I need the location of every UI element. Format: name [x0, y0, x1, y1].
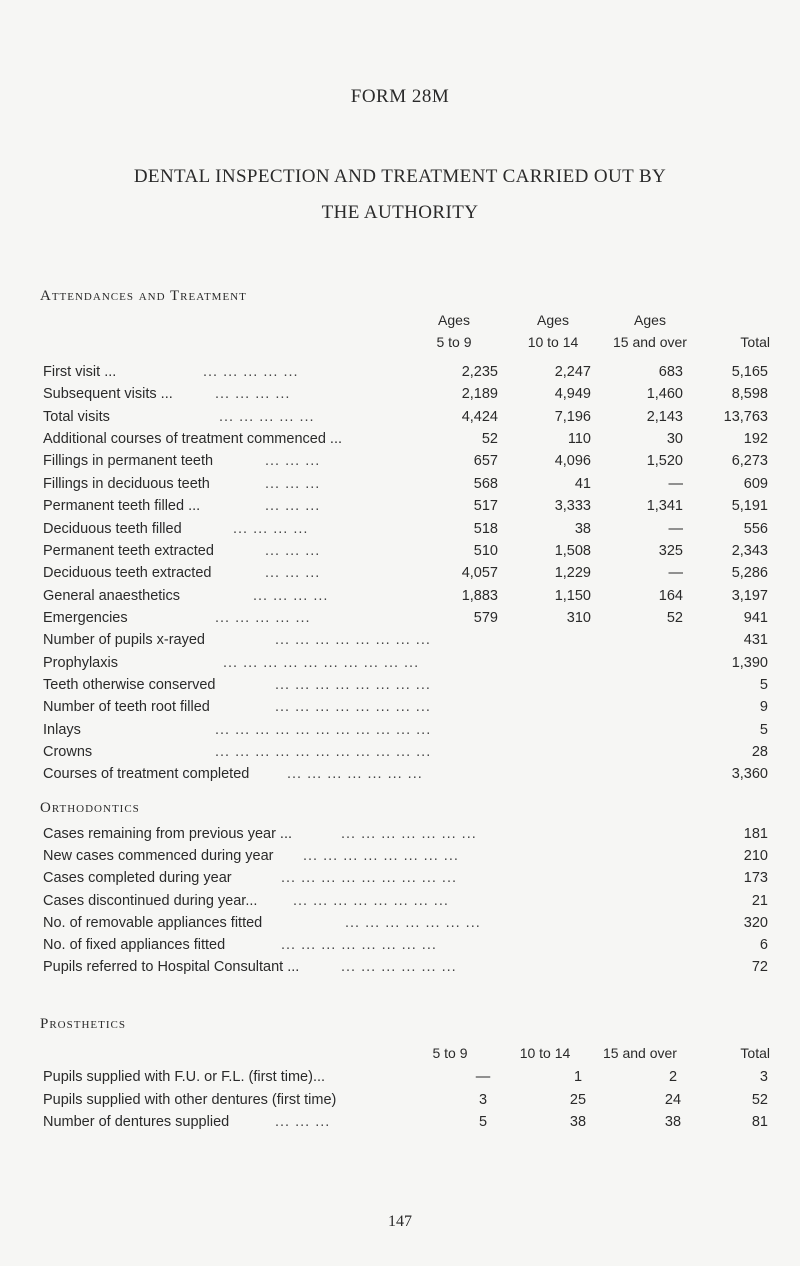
row-label: Inlays — [43, 721, 81, 738]
row-label: No. of removable appliances fitted — [43, 914, 263, 931]
value-total: 5 — [759, 676, 768, 693]
page-number: 147 — [388, 1213, 412, 1230]
leader-dots: ... ... ... ... ... — [219, 408, 315, 425]
value-10-to-14: 4,096 — [554, 453, 591, 470]
table-row — [43, 431, 773, 451]
value-5-to-9: 2,189 — [461, 386, 498, 403]
row-label: Number of dentures supplied — [43, 1114, 230, 1130]
table-row — [43, 870, 773, 890]
table-row — [43, 722, 773, 742]
value-total: 556 — [743, 520, 768, 537]
table-row — [43, 476, 773, 496]
col-bottom-1: 5 to 9 — [436, 334, 472, 350]
value-5-to-9: 510 — [473, 542, 498, 559]
leader-dots: ... ... ... — [265, 565, 321, 582]
value-15-and-over: 38 — [664, 1114, 682, 1130]
leader-dots: ... ... ... ... ... ... ... ... — [275, 632, 431, 649]
value-total: 72 — [751, 959, 768, 976]
pros-col-1: 5 to 9 — [432, 1045, 468, 1061]
table-row — [43, 588, 773, 608]
row-label: Deciduous teeth filled — [43, 520, 182, 537]
value-15-and-over: 24 — [664, 1091, 682, 1108]
row-label: Fillings in permanent teeth — [43, 453, 214, 470]
value-total: 5,165 — [731, 364, 768, 380]
value-total: 5,191 — [731, 498, 768, 515]
row-label: Prophylaxis — [43, 654, 118, 671]
leader-dots: ... ... ... ... ... ... ... ... — [293, 892, 449, 909]
row-label: Crowns — [43, 744, 93, 760]
table-row — [43, 699, 773, 719]
pros-col-3: 15 and over — [603, 1045, 677, 1061]
row-label: Deciduous teeth extracted — [43, 565, 212, 582]
col-top-3: Ages — [634, 312, 666, 328]
value-total: 320 — [743, 914, 768, 931]
value-15-and-over: 1,460 — [646, 386, 683, 403]
row-label: Number of pupils x-rayed — [43, 632, 205, 649]
value-5-to-9: 568 — [473, 475, 498, 492]
pros-col-total: Total — [740, 1045, 770, 1061]
leader-dots: ... ... ... ... ... ... ... — [345, 914, 481, 931]
table-row — [43, 744, 773, 764]
value-5-to-9: 52 — [481, 431, 498, 448]
table-row — [43, 1092, 773, 1112]
col-top-2: Ages — [537, 312, 569, 328]
table-row — [43, 364, 773, 384]
table-row — [43, 959, 773, 979]
orthodontics-heading: Orthodontics — [40, 800, 140, 816]
value-total: 21 — [751, 892, 768, 909]
value-total: 81 — [751, 1114, 768, 1130]
leader-dots: ... ... ... ... ... ... ... ... ... — [281, 870, 457, 887]
value-15-and-over: 52 — [666, 609, 683, 626]
pros-col-2: 10 to 14 — [519, 1045, 571, 1061]
value-15-and-over: 1,520 — [646, 453, 683, 470]
value-5-to-9: 3 — [478, 1091, 488, 1108]
value-total: 9 — [759, 699, 768, 716]
table-row — [43, 565, 773, 585]
value-5-to-9: 1,883 — [461, 587, 498, 604]
value-10-to-14: 38 — [574, 520, 591, 537]
row-label: No. of fixed appliances fitted — [43, 937, 226, 953]
leader-dots: ... ... ... ... ... ... ... ... ... ... ... — [215, 744, 432, 760]
table-row — [43, 826, 773, 846]
leader-dots: ... ... ... — [265, 453, 321, 470]
row-label: Emergencies — [43, 609, 128, 626]
leader-dots: ... ... ... — [265, 475, 321, 492]
row-label: Additional courses of treatment commenced ... — [43, 431, 343, 448]
value-total: 192 — [743, 431, 768, 448]
row-label: Permanent teeth extracted — [43, 542, 214, 559]
table-row — [43, 677, 773, 697]
leader-dots: ... ... ... ... — [215, 386, 291, 403]
row-label: Teeth otherwise conserved — [43, 676, 216, 693]
value-total: 8,598 — [731, 386, 768, 403]
value-5-to-9: 5 — [478, 1114, 488, 1130]
table-row — [43, 937, 773, 957]
table-row — [43, 543, 773, 563]
leader-dots: ... ... ... ... ... ... ... ... ... ... ... — [215, 721, 432, 738]
value-total: 941 — [743, 609, 768, 626]
value-total: 52 — [751, 1091, 768, 1108]
leader-dots: ... ... ... ... ... ... — [341, 959, 457, 976]
table-row — [43, 848, 773, 868]
leader-dots: ... ... ... ... — [253, 587, 329, 604]
leader-dots: ... ... ... ... ... — [215, 609, 311, 626]
table-row — [43, 521, 773, 541]
value-10-to-14: 4,949 — [554, 386, 591, 403]
value-total: 3 — [759, 1069, 768, 1085]
value-10-to-14: 41 — [574, 475, 591, 492]
value-total: 1,390 — [731, 654, 768, 671]
table-row — [43, 766, 773, 786]
row-label: Number of teeth root filled — [43, 699, 210, 716]
value-total: 28 — [751, 744, 768, 760]
row-label: Cases remaining from previous year ... — [43, 826, 293, 842]
col-top-1: Ages — [438, 312, 470, 328]
form-label: FORM 28M — [350, 86, 450, 107]
value-10-to-14: 1,508 — [554, 542, 591, 559]
row-label: Courses of treatment completed — [43, 766, 250, 783]
value-15-and-over: 325 — [658, 542, 683, 559]
value-10-to-14: 1,229 — [554, 565, 591, 582]
leader-dots: ... ... ... — [275, 1114, 331, 1130]
row-label: Cases discontinued during year... — [43, 892, 258, 909]
row-label: Fillings in deciduous teeth — [43, 475, 210, 492]
col-bottom-2: 10 to 14 — [527, 334, 579, 350]
table-row — [43, 453, 773, 473]
row-label: Total visits — [43, 408, 110, 425]
table-row — [43, 915, 773, 935]
table-row — [43, 1114, 773, 1134]
prosthetics-heading: Prosthetics — [40, 1016, 126, 1032]
value-total: 5 — [759, 721, 768, 738]
value-15-and-over: — — [668, 520, 683, 537]
value-15-and-over: 2 — [668, 1069, 678, 1085]
col-bottom-3: 15 and over — [613, 334, 687, 350]
table-row — [43, 893, 773, 913]
value-15-and-over: — — [668, 475, 683, 492]
table-row — [43, 632, 773, 652]
value-10-to-14: 1 — [573, 1069, 583, 1085]
row-label: Pupils referred to Hospital Consultant ... — [43, 959, 300, 976]
table-row — [43, 655, 773, 675]
value-5-to-9: 518 — [473, 520, 498, 537]
value-total: 431 — [743, 632, 768, 649]
row-label: Pupils supplied with F.U. or F.L. (first time)... — [43, 1069, 326, 1085]
leader-dots: ... ... ... ... ... ... ... — [287, 766, 423, 783]
leader-dots: ... ... ... ... ... ... ... ... — [303, 848, 459, 865]
page-title-line-2: THE AUTHORITY — [321, 202, 479, 223]
leader-dots: ... ... ... ... ... ... ... ... — [281, 937, 437, 953]
attendances-heading: Attendances and Treatment — [40, 288, 247, 304]
value-10-to-14: 25 — [569, 1091, 587, 1108]
table-row — [43, 386, 773, 406]
row-label: Subsequent visits ... — [43, 386, 173, 403]
value-5-to-9: 2,235 — [461, 364, 498, 380]
value-total: 3,197 — [731, 587, 768, 604]
leader-dots: ... ... ... — [265, 542, 321, 559]
value-10-to-14: 1,150 — [554, 587, 591, 604]
value-total: 13,763 — [723, 408, 768, 425]
value-5-to-9: — — [475, 1069, 491, 1085]
value-total: 173 — [743, 870, 768, 887]
value-total: 6 — [759, 937, 768, 953]
leader-dots: ... ... ... — [265, 498, 321, 515]
value-15-and-over: 164 — [658, 587, 683, 604]
table-row — [43, 1069, 773, 1089]
row-label: General anaesthetics — [43, 587, 181, 604]
value-15-and-over: — — [668, 565, 683, 582]
value-10-to-14: 3,333 — [554, 498, 591, 515]
leader-dots: ... ... ... ... — [233, 520, 309, 537]
row-label: First visit ... — [43, 364, 117, 380]
leader-dots: ... ... ... ... ... ... ... ... ... ... — [223, 654, 420, 671]
value-total: 181 — [743, 826, 768, 842]
table-row — [43, 498, 773, 518]
value-15-and-over: 30 — [666, 431, 683, 448]
value-total: 6,273 — [731, 453, 768, 470]
col-bottom-total: Total — [740, 334, 770, 350]
value-15-and-over: 683 — [658, 364, 683, 380]
row-label: Permanent teeth filled ... — [43, 498, 201, 515]
value-10-to-14: 110 — [567, 431, 591, 448]
value-total: 609 — [743, 475, 768, 492]
value-5-to-9: 4,424 — [461, 408, 498, 425]
value-10-to-14: 7,196 — [554, 408, 591, 425]
row-label: Cases completed during year — [43, 870, 232, 887]
leader-dots: ... ... ... ... ... — [203, 364, 299, 380]
value-5-to-9: 4,057 — [461, 565, 498, 582]
value-5-to-9: 517 — [473, 498, 498, 515]
leader-dots: ... ... ... ... ... ... ... — [341, 826, 477, 842]
value-10-to-14: 310 — [566, 609, 591, 626]
leader-dots: ... ... ... ... ... ... ... ... — [275, 699, 431, 716]
value-5-to-9: 657 — [473, 453, 498, 470]
value-total: 2,343 — [731, 542, 768, 559]
value-10-to-14: 38 — [569, 1114, 587, 1130]
value-5-to-9: 579 — [473, 609, 498, 626]
leader-dots: ... ... ... ... ... ... ... ... — [275, 676, 431, 693]
value-15-and-over: 2,143 — [646, 408, 683, 425]
table-row — [43, 409, 773, 429]
value-total: 5,286 — [731, 565, 768, 582]
value-total: 3,360 — [731, 766, 768, 783]
table-row — [43, 610, 773, 630]
page-title-line-1: DENTAL INSPECTION AND TREATMENT CARRIED OUT BY — [133, 166, 667, 187]
value-total: 210 — [743, 848, 768, 865]
row-label: New cases commenced during year — [43, 848, 274, 865]
row-label: Pupils supplied with other dentures (first time) — [43, 1091, 337, 1108]
value-15-and-over: 1,341 — [646, 498, 683, 515]
value-10-to-14: 2,247 — [554, 364, 591, 380]
